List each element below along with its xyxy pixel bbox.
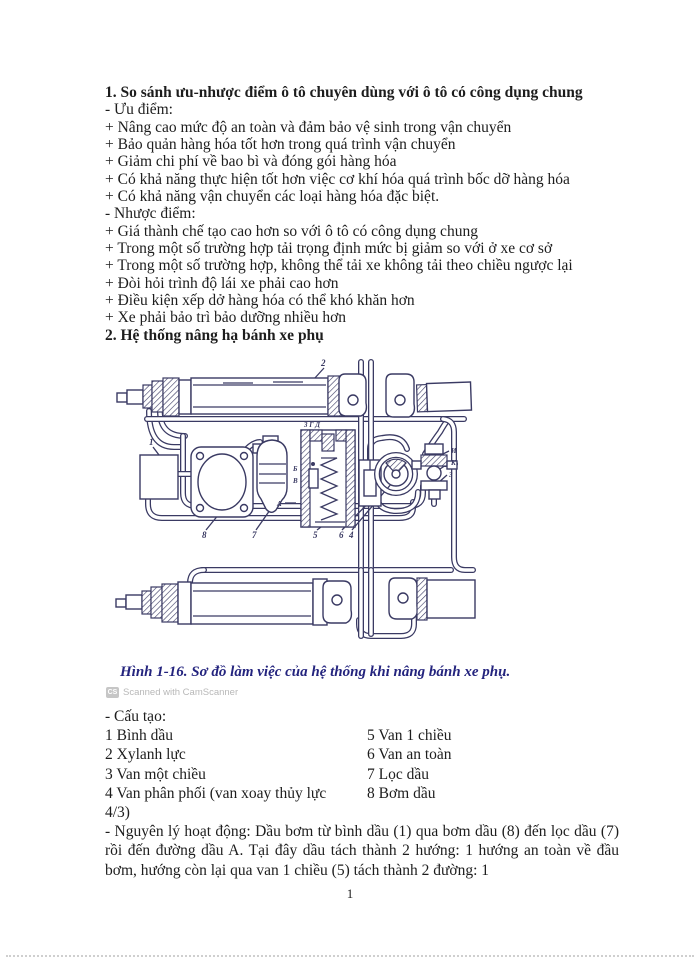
- part-item: 4 Van phân phối (van xoay thủy lực: [105, 784, 327, 802]
- callout-6: 6: [339, 530, 344, 540]
- page-edge-dotted-line: [6, 955, 694, 957]
- heading-2: 2. Hệ thống nâng hạ bánh xe phụ: [105, 326, 324, 344]
- disadvantage-item: + Trong một số trường hợp, không thể tải xe không tải theo chiều ngược lại: [105, 257, 573, 275]
- part-item: 2 Xylanh lực: [105, 746, 186, 764]
- parts-list: [105, 726, 619, 803]
- callout-4: 4: [349, 530, 354, 540]
- body-text-bottom: [105, 707, 619, 880]
- oil-pump: [191, 447, 253, 517]
- camscanner-watermark: [106, 687, 238, 698]
- letter-z: 3: [449, 471, 453, 479]
- advantage-item: + Giảm chi phí về bao bì và đóng gói hàng hóa: [105, 153, 397, 171]
- letter-b: Б: [293, 465, 298, 473]
- disadvantage-item: + Xe phải bảo trì bảo dưỡng nhiều hơn: [105, 309, 347, 327]
- disadvantage-item: + Đòi hỏi trình độ lái xe phải cao hơn: [105, 274, 339, 292]
- letter-v: В: [293, 477, 298, 485]
- bottom-lift-cylinder: [116, 578, 475, 625]
- page-number: 1: [346, 886, 354, 901]
- callout-1: 1: [149, 437, 154, 447]
- advantage-item: + Có khả năng vận chuyển các loại hàng hóa đặc biệt.: [105, 188, 440, 206]
- structure-header: - Cấu tạo:: [105, 708, 167, 725]
- advantage-item: + Có khả năng thực hiện tốt hơn việc cơ khí hóa quá trình bốc dỡ hàng hóa: [105, 170, 570, 188]
- rotary-distributor-valve: [377, 455, 415, 493]
- callout-7: 7: [252, 530, 257, 540]
- oil-tank: [140, 455, 178, 499]
- heading-1: 1. So sánh ưu-nhược điểm ô tô chuyên dùng với ô tô có công dụng chung: [105, 84, 583, 101]
- operating-principle-paragraph: - Nguyên lý hoạt động: Dầu bơm từ bình dầu (1) qua bơm dầu (8) đến lọc dầu (7) rồi đến đường dầu A. Tại đây dầu tách thành 2 hướng: 1 hướng an toàn về đầu bơm, hướng còn lại qua van 1 chiều (5) tách thành 2 đường: 1: [105, 823, 619, 879]
- advantage-item: + Bảo quản hàng hóa tốt hơn trong quá trình vận chuyển: [105, 136, 456, 154]
- safety-and-check-valve-block: [301, 430, 355, 527]
- part-item: 5 Van 1 chiều: [367, 727, 452, 745]
- figure-caption: Hình 1-16. Sơ đồ làm việc của hệ thống khi nâng bánh xe phụ.: [120, 664, 511, 680]
- top-right-cylinder: [417, 382, 472, 412]
- parts-overflow: 4/3): [105, 804, 130, 822]
- callout-5: 5: [313, 530, 318, 540]
- part-item: 7 Lọc dầu: [367, 765, 429, 783]
- disadvantages-header: - Nhược điểm:: [105, 205, 196, 223]
- disadvantage-item: + Điều kiện xếp dở hàng hóa có thể khó khăn hơn: [105, 292, 415, 310]
- part-item: 6 Van an toàn: [367, 746, 452, 764]
- part-item: 8 Bơm dầu: [367, 784, 436, 802]
- letter-a: А: [277, 500, 282, 508]
- hydraulic-schematic-figure: [103, 352, 485, 658]
- callout-8: 8: [202, 530, 207, 540]
- camscanner-badge-icon: CS: [107, 689, 118, 696]
- letter-k: К: [451, 459, 456, 467]
- body-text-top: [105, 84, 620, 344]
- watermark-text: Scanned with CamScanner: [123, 687, 239, 698]
- part-item: 1 Bình dầu: [105, 727, 174, 745]
- advantages-header: - Ưu điểm:: [105, 101, 173, 119]
- letter-labels-top: 3 Г Д: [304, 421, 321, 429]
- disadvantage-item: + Giá thành chế tạo cao hơn so với ô tô có công dụng chung: [105, 222, 478, 240]
- part-item: 3 Van một chiều: [105, 765, 206, 783]
- advantage-item: + Nâng cao mức độ an toàn và đảm bảo vệ sinh trong vận chuyển: [105, 118, 512, 136]
- letter-i: И: [451, 447, 457, 455]
- callout-2: 2: [321, 358, 326, 368]
- disadvantage-item: + Trong một số trường hợp tải trọng định mức bị giảm so với ở xe cơ sở: [105, 240, 553, 258]
- mounting-brackets: [339, 374, 414, 417]
- oil-filter: [253, 436, 287, 512]
